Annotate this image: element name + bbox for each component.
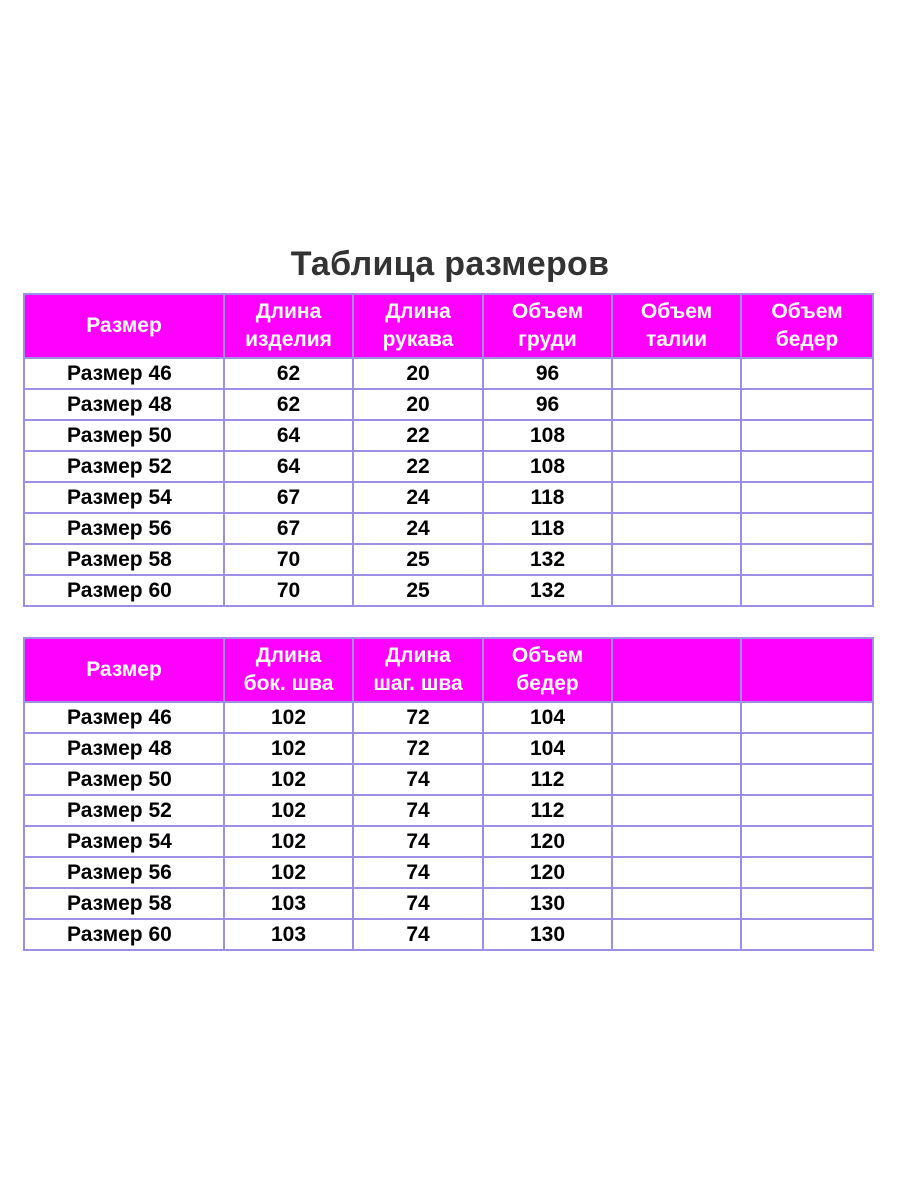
- measurement-cell: [741, 358, 873, 389]
- measurement-cell: [741, 857, 873, 888]
- page-title: Таблица размеров: [290, 245, 610, 283]
- table-row: [24, 482, 873, 513]
- column-header-inseam-length: Длина шаг. шва: [353, 638, 483, 702]
- measurement-cell: 104: [483, 733, 612, 764]
- measurement-cell: 67: [224, 513, 353, 544]
- measurement-cell: 102: [224, 826, 353, 857]
- measurement-cell: 112: [483, 795, 612, 826]
- measurement-cell: 64: [224, 420, 353, 451]
- measurement-cell: 22: [353, 420, 483, 451]
- table-row: [24, 575, 873, 606]
- measurement-cell: [612, 482, 741, 513]
- table-row: [24, 795, 873, 826]
- measurement-cell: 74: [353, 888, 483, 919]
- measurement-cell: [741, 733, 873, 764]
- measurement-cell: [741, 482, 873, 513]
- table-row: [24, 420, 873, 451]
- table-header-row: [24, 294, 873, 358]
- measurement-cell: 118: [483, 482, 612, 513]
- measurement-cell: 118: [483, 513, 612, 544]
- table-row: [24, 389, 873, 420]
- measurement-cell: 102: [224, 702, 353, 733]
- column-header-size: Размер: [24, 638, 224, 702]
- measurement-cell: 108: [483, 451, 612, 482]
- measurement-cell: 70: [224, 544, 353, 575]
- measurement-cell: 96: [483, 358, 612, 389]
- measurement-cell: 102: [224, 733, 353, 764]
- measurement-cell: 64: [224, 451, 353, 482]
- size-table-top: [23, 293, 874, 607]
- measurement-cell: 102: [224, 857, 353, 888]
- size-label-cell: Размер 50: [24, 764, 224, 795]
- size-label-cell: Размер 54: [24, 826, 224, 857]
- table-row: [24, 764, 873, 795]
- table-row: [24, 919, 873, 950]
- column-header-sleeve-length: Длина рукава: [353, 294, 483, 358]
- table-header-row: [24, 638, 873, 702]
- size-label-cell: Размер 58: [24, 544, 224, 575]
- measurement-cell: [612, 389, 741, 420]
- size-label-cell: Размер 52: [24, 451, 224, 482]
- table-row: [24, 733, 873, 764]
- column-header-hips: Объем бедер: [741, 294, 873, 358]
- measurement-cell: [741, 389, 873, 420]
- measurement-cell: 22: [353, 451, 483, 482]
- table-row: [24, 857, 873, 888]
- size-label-cell: Размер 60: [24, 575, 224, 606]
- measurement-cell: 20: [353, 389, 483, 420]
- measurement-cell: 103: [224, 919, 353, 950]
- size-label-cell: Размер 56: [24, 857, 224, 888]
- size-label-cell: Размер 52: [24, 795, 224, 826]
- measurement-cell: 24: [353, 513, 483, 544]
- column-header-waist: Объем талии: [612, 294, 741, 358]
- measurement-cell: [612, 513, 741, 544]
- measurement-cell: [612, 826, 741, 857]
- measurement-cell: [741, 420, 873, 451]
- measurement-cell: 130: [483, 919, 612, 950]
- measurement-cell: [741, 451, 873, 482]
- table-row: [24, 826, 873, 857]
- column-header-item-length: Длина изделия: [224, 294, 353, 358]
- column-header-size: Размер: [24, 294, 224, 358]
- column-header-empty: [612, 638, 741, 702]
- measurement-cell: 24: [353, 482, 483, 513]
- measurement-cell: [612, 888, 741, 919]
- size-label-cell: Размер 48: [24, 733, 224, 764]
- measurement-cell: [612, 544, 741, 575]
- measurement-cell: 72: [353, 733, 483, 764]
- measurement-cell: [612, 420, 741, 451]
- measurement-cell: 74: [353, 919, 483, 950]
- measurement-cell: [741, 575, 873, 606]
- measurement-cell: 102: [224, 795, 353, 826]
- measurement-cell: 112: [483, 764, 612, 795]
- measurement-cell: [741, 826, 873, 857]
- size-label-cell: Размер 50: [24, 420, 224, 451]
- measurement-cell: 108: [483, 420, 612, 451]
- measurement-cell: 72: [353, 702, 483, 733]
- measurement-cell: [612, 451, 741, 482]
- measurement-cell: 25: [353, 575, 483, 606]
- measurement-cell: 74: [353, 826, 483, 857]
- size-label-cell: Размер 56: [24, 513, 224, 544]
- measurement-cell: [741, 919, 873, 950]
- measurement-cell: [612, 358, 741, 389]
- measurement-cell: 130: [483, 888, 612, 919]
- measurement-cell: 62: [224, 389, 353, 420]
- measurement-cell: 67: [224, 482, 353, 513]
- size-label-cell: Размер 48: [24, 389, 224, 420]
- measurement-cell: [612, 764, 741, 795]
- table-row: [24, 888, 873, 919]
- measurement-cell: [741, 795, 873, 826]
- measurement-cell: [741, 702, 873, 733]
- measurement-cell: [741, 764, 873, 795]
- measurement-cell: 120: [483, 826, 612, 857]
- measurement-cell: 132: [483, 544, 612, 575]
- measurement-cell: 74: [353, 795, 483, 826]
- measurement-cell: 25: [353, 544, 483, 575]
- measurement-cell: [612, 795, 741, 826]
- table-row: [24, 358, 873, 389]
- measurement-cell: 120: [483, 857, 612, 888]
- measurement-cell: [612, 919, 741, 950]
- measurement-cell: [741, 513, 873, 544]
- measurement-cell: 20: [353, 358, 483, 389]
- size-label-cell: Размер 46: [24, 358, 224, 389]
- measurement-cell: 74: [353, 764, 483, 795]
- column-header-chest: Объем груди: [483, 294, 612, 358]
- measurement-cell: 103: [224, 888, 353, 919]
- table-row: [24, 513, 873, 544]
- measurement-cell: 132: [483, 575, 612, 606]
- column-header-side-seam-length: Длина бок. шва: [224, 638, 353, 702]
- size-label-cell: Размер 60: [24, 919, 224, 950]
- column-header-empty: [741, 638, 873, 702]
- table-row: [24, 702, 873, 733]
- measurement-cell: [741, 544, 873, 575]
- table-row: [24, 451, 873, 482]
- measurement-cell: 74: [353, 857, 483, 888]
- size-label-cell: Размер 46: [24, 702, 224, 733]
- measurement-cell: 70: [224, 575, 353, 606]
- measurement-cell: 96: [483, 389, 612, 420]
- measurement-cell: 104: [483, 702, 612, 733]
- table-row: [24, 544, 873, 575]
- size-label-cell: Размер 54: [24, 482, 224, 513]
- size-table-bottom: [23, 637, 874, 951]
- column-header-hips: Объем бедер: [483, 638, 612, 702]
- measurement-cell: [612, 733, 741, 764]
- measurement-cell: 102: [224, 764, 353, 795]
- measurement-cell: [612, 857, 741, 888]
- measurement-cell: [612, 575, 741, 606]
- measurement-cell: 62: [224, 358, 353, 389]
- size-label-cell: Размер 58: [24, 888, 224, 919]
- measurement-cell: [741, 888, 873, 919]
- measurement-cell: [612, 702, 741, 733]
